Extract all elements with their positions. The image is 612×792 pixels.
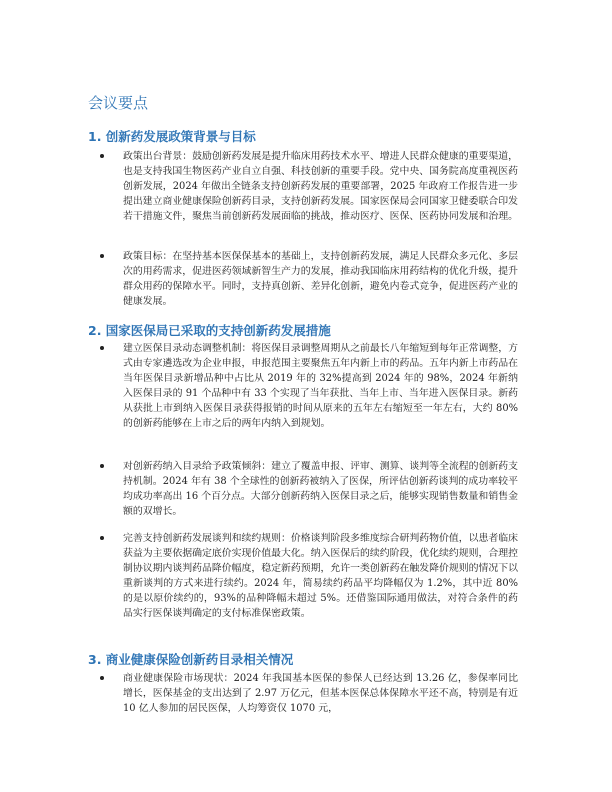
bullet-icon	[100, 464, 104, 468]
list-item	[100, 671, 518, 716]
list-item	[100, 249, 518, 309]
page-title: 会议要点	[88, 94, 149, 112]
list-item	[100, 531, 518, 622]
bullet-icon	[100, 676, 104, 680]
bullet-icon	[100, 536, 104, 540]
section-heading-2: 2. 国家医保局已采取的支持创新药发展措施	[88, 323, 331, 338]
bullet-text: 完善支持创新药发展谈判和续约规则：价格谈判阶段多维度综合研判药物价值，以患者临床获益为主要依据确定底价实现价值最大化。纳入医保后的续约阶段，优化续约规则，合理控制协议期内谈判药品降价幅度，稳定新药预期，允许一类创新药在触发降价规则的情况下以重新谈判的方式来进行续约。2024 年，简易续约药品平均降幅仅为 1.2%，其中近 80%的是以原价续约的，93%的品种降幅未超过 5%。还借鉴国际通用做法，对符合条件的药品实行医保谈判确定的支付标准保密政策。	[123, 533, 519, 620]
bullet-text: 对创新药纳入目录给予政策倾斜：建立了覆盖申报、评审、测算、谈判等全流程的创新药支持机制。2024 年有 38 个全球性的创新药被纳入了医保，所评估创新药谈判的成功率较平均成功率高出 16 个百分点。大部分创新药纳入医保目录之后，能够实现销售数量和销售金额的双增长。	[123, 461, 519, 518]
bullet-icon	[100, 346, 104, 350]
list-item	[100, 149, 518, 224]
section-heading-1: 1. 创新药发展政策背景与目标	[88, 129, 256, 144]
bullet-text: 建立医保目录动态调整机制：将医保目录调整周期从之前最长八年缩短到每年正常调整，方式由专家遴选改为企业申报，申报范围主要聚焦五年内新上市的药品。五年内新上市药品在当年医保目录新增品种中占比从 2019 年的 32%提高到 2024 年的 98%，2024 年新纳入医保目录的 91 个品种中有 33 个实现了当年获批、当年上市、当年进入医保目录。新药从获批上市到纳入医保目录获得报销的时间从原来的五年左右缩短至一年左右，大约 80%的创新药能够在上市之后的两年内纳入到规划。	[123, 343, 519, 430]
bullet-text: 商业健康保险市场现状：2024 年我国基本医保的参保人已经达到 13.26 亿，参保率同比增长，医保基金的支出达到了 2.97 万亿元，但基本医保总体保障水平还不高，特别是有近 10 亿人参加的居民医保，人均筹资仅 1070 元，	[123, 673, 518, 715]
section-heading-3: 3. 商业健康保险创新药目录相关情况	[88, 652, 294, 667]
bullet-text: 政策目标：在坚持基本医保保基本的基础上，支持创新药发展，满足人民群众多元化、多层次的用药需求，促进医药领域新智生产力的发展，推动我国临床用药结构的优化升级，提升群众用药的保障水平。同时，支持真创新、差异化创新，避免内卷式竞争，促进医药产业的健康发展。	[123, 251, 519, 308]
bullet-icon	[100, 154, 104, 158]
list-item	[100, 341, 518, 432]
bullet-text: 政策出台背景：鼓励创新药发展是提升临床用药技术水平、增进人民群众健康的重要渠道，也是支持我国生物医药产业自立自强、科技创新的重要手段。党中央、国务院高度重视医药创新发展，2024 年做出全链条支持创新药发展的重要部署，2025 年政府工作报告进一步提出建立商业健康保险创新药目录，支持创新药发展。国家医保局会同国家卫健委联合印发若干措施文件，聚焦当前创新药发展面临的挑战，推动医疗、医保、医药协同发展和治理。	[123, 151, 519, 223]
list-item	[100, 459, 518, 519]
bullet-icon	[100, 254, 104, 258]
